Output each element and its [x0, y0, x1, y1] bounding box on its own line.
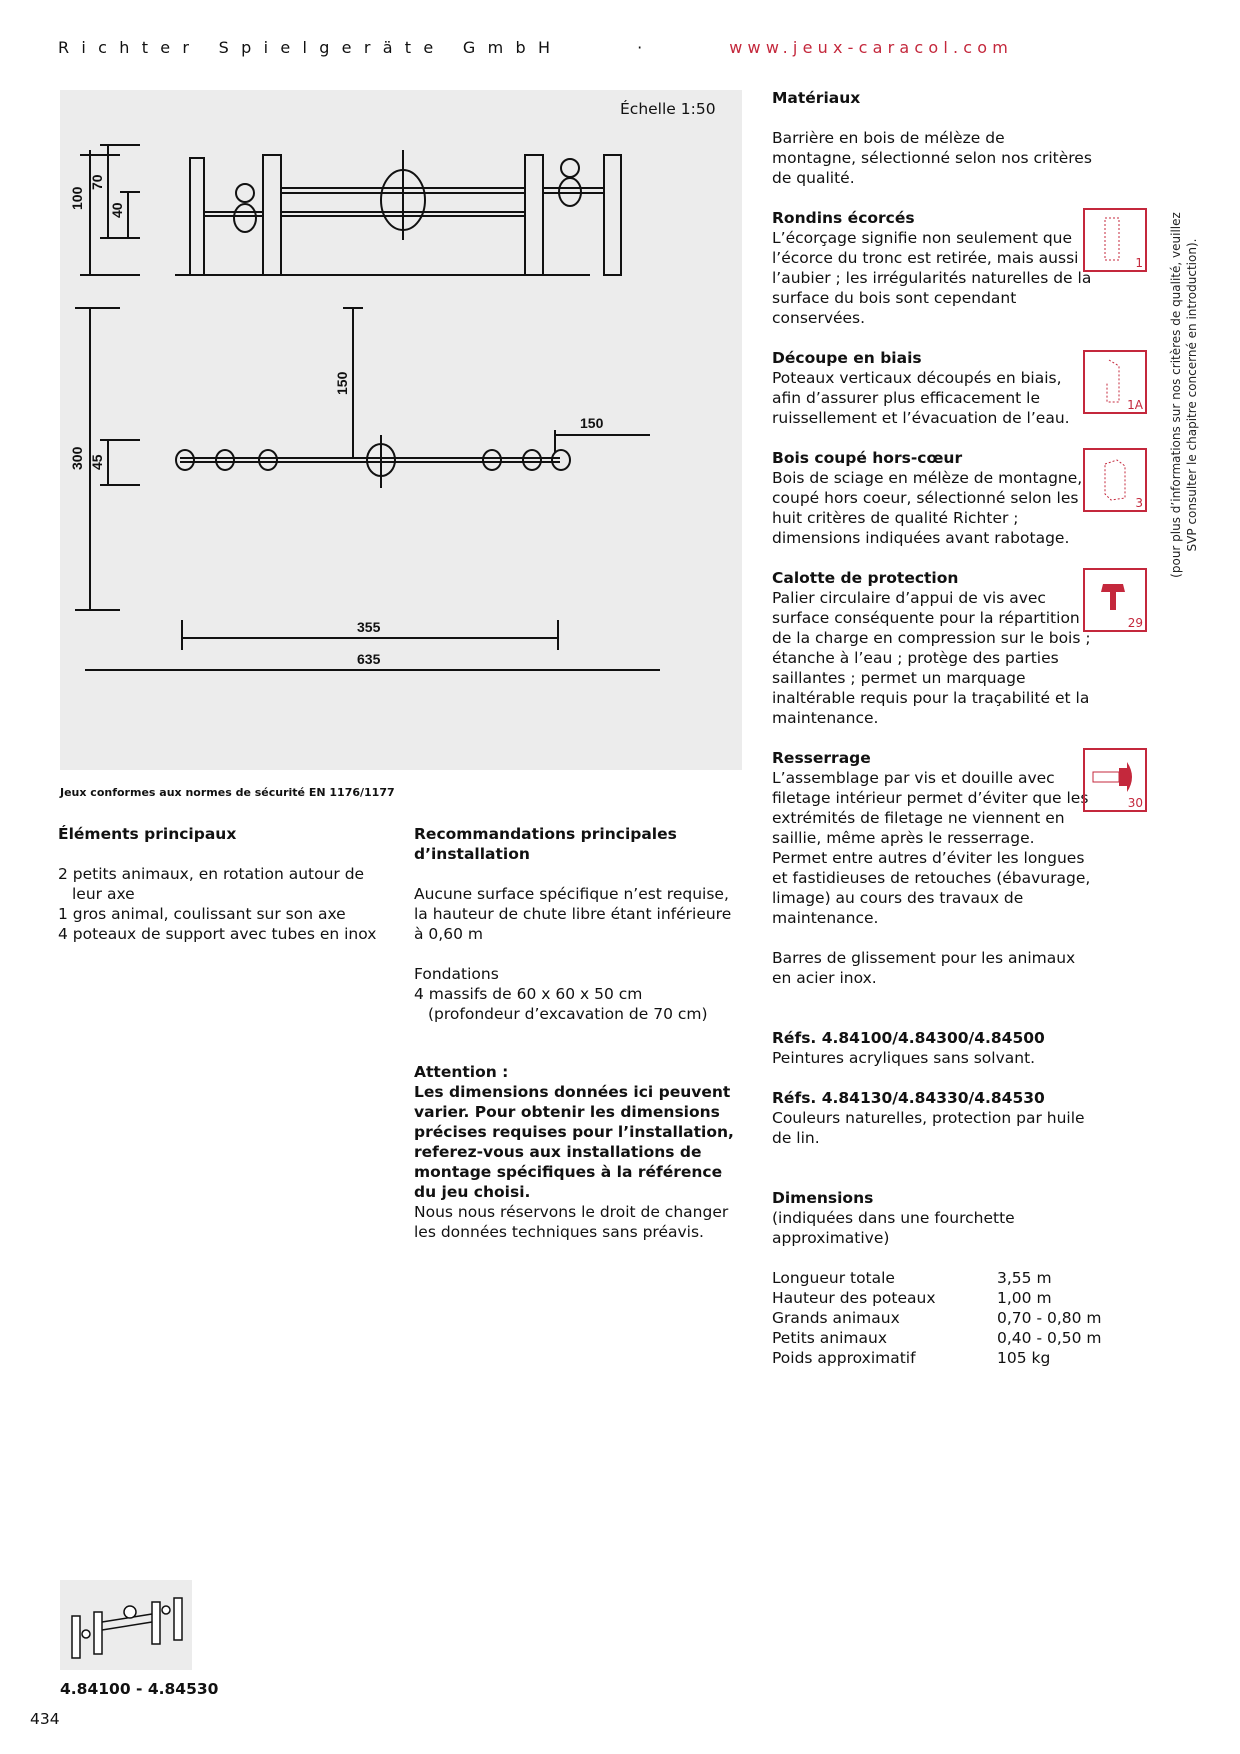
protection-cap-icon: 29 — [1083, 568, 1147, 632]
dim-label: Petits animaux — [772, 1329, 888, 1347]
dim-value: 3,55 m — [997, 1269, 1052, 1287]
page-number: 434 — [30, 1710, 60, 1728]
attention-title: Attention : — [414, 1063, 509, 1081]
feature-text: Bois de sciage en mélèze de montagne, coupé hors coeur, sélectionné selon les huit critères de qualité Richter ; dimensions indiquées avant rabotage. — [772, 469, 1083, 547]
element-item: 2 petits animaux, en rotation autour de leur axe — [58, 865, 365, 903]
dimensions-subtitle: (indiquées dans une fourchette approximative) — [772, 1209, 1015, 1247]
svg-text:40: 40 — [109, 202, 125, 218]
header-separator: · — [637, 38, 655, 57]
element-item: 1 gros animal, coulissant sur son axe — [58, 905, 346, 923]
dimensions-title: Dimensions — [772, 1189, 874, 1207]
feature-text: L’écorçage signifie non seulement que l’écorce du tronc est retirée, mais aussi l’aubier ; les irrégularités naturelles de la surface du bois sont cependant conservées. — [772, 229, 1092, 327]
dimensions-table — [772, 1268, 1102, 1368]
foundations-note: (profondeur d’excavation de 70 cm) — [428, 1005, 708, 1023]
svg-text:635: 635 — [357, 651, 381, 667]
refs2-title: Réfs. 4.84130/4.84330/4.84530 — [772, 1089, 1045, 1107]
dim-label: Grands animaux — [772, 1309, 900, 1327]
svg-text:150: 150 — [334, 371, 350, 395]
feature-title: Bois coupé hors-cœur — [772, 449, 963, 467]
thumbnail-drawing — [60, 1580, 192, 1670]
dim-value: 105 kg — [997, 1349, 1051, 1367]
attention-text: Les dimensions données ici peuvent varier. Pour obtenir les dimensions précises requises pour l’installation, referez-vous aux installations de montage spécifiques à la référence du jeu choisi. — [414, 1083, 734, 1201]
refs2-text: Couleurs naturelles, protection par huile de lin. — [772, 1109, 1085, 1147]
svg-text:100: 100 — [69, 186, 85, 210]
svg-text:300: 300 — [69, 446, 85, 470]
feature-title: Resserrage — [772, 749, 871, 767]
elements-list — [58, 864, 388, 944]
svg-text:150: 150 — [580, 415, 604, 431]
installation-surface: Aucune surface spécifique n’est requise, la hauteur de chute libre étant inférieure à 0,60 m — [414, 885, 732, 943]
side-note: (pour plus d’informations sur nos critères de qualité, veuillez SVP consulter le chapitre concerné en introduction). — [1169, 212, 1199, 578]
disclaimer: Nous nous réservons le droit de changer les données techniques sans préavis. — [414, 1203, 729, 1241]
product-thumbnail — [60, 1580, 192, 1670]
company-name: Richter Spielgeräte GmbH — [58, 38, 563, 57]
technical-drawing — [60, 90, 742, 770]
feature-title: Découpe en biais — [772, 349, 922, 367]
dim-label: Hauteur des poteaux — [772, 1289, 936, 1307]
drawing-svg — [60, 90, 742, 770]
page-header — [58, 38, 1013, 57]
sawn-timber-icon: 3 — [1083, 448, 1147, 512]
materials-title: Matériaux — [772, 89, 861, 107]
feature-title: Calotte de protection — [772, 569, 959, 587]
reference-range: 4.84100 - 4.84530 — [60, 1680, 219, 1698]
refs1-title: Réfs. 4.84100/4.84300/4.84500 — [772, 1029, 1045, 1047]
foundations-label: Fondations — [414, 965, 499, 983]
debarked-log-icon: 1 — [1083, 208, 1147, 272]
dim-label: Longueur totale — [772, 1269, 895, 1287]
element-item: 4 poteaux de support avec tubes en inox — [58, 925, 377, 943]
dim-value: 0,40 - 0,50 m — [997, 1329, 1102, 1347]
website-link[interactable]: www.jeux-caracol.com — [729, 38, 1014, 57]
materials-intro: Barrière en bois de mélèze de montagne, sélectionné selon nos critères de qualité. — [772, 129, 1092, 187]
feature-title: Rondins écorcés — [772, 209, 915, 227]
elements-title: Éléments principaux — [58, 825, 237, 843]
foundations-value: 4 massifs de 60 x 60 x 50 cm — [414, 985, 643, 1003]
slanted-cut-icon: 1A — [1083, 350, 1147, 414]
feature-text: Palier circulaire d’appui de vis avec surface conséquente pour la répartition de la charge en compression sur le bois ; étanche à l’eau ; protège des parties saillantes ; permet un marquage inaltérable requis pour la traçabilité et la maintenance. — [772, 589, 1091, 727]
svg-text:45: 45 — [89, 454, 105, 470]
installation-title: Recommandations principales d’installation — [414, 825, 677, 863]
slide-bars-note: Barres de glissement pour les animaux en acier inox. — [772, 949, 1076, 987]
refs1-text: Peintures acryliques sans solvant. — [772, 1049, 1036, 1067]
retightening-icon: 30 — [1083, 748, 1147, 812]
scale-label: Échelle 1:50 — [620, 100, 716, 118]
feature-text: Poteaux verticaux découpés en biais, afin d’assurer plus efficacement le ruissellement et l’évacuation de l’eau. — [772, 369, 1070, 427]
feature-text: L’assemblage par vis et douille avec filetage intérieur permet d’éviter que les extrémités de filetage ne viennent en saillie, même après le resserrage. Permet entre autres d’éviter les longues et fastidieuses de retouches (ébavurage, limage) au cours des travaux de maintenance. — [772, 769, 1091, 927]
dim-label: Poids approximatif — [772, 1349, 916, 1367]
norm-label: Jeux conformes aux normes de sécurité EN 1176/1177 — [60, 786, 395, 799]
dim-value: 0,70 - 0,80 m — [997, 1309, 1102, 1327]
svg-text:70: 70 — [89, 174, 105, 190]
dim-value: 1,00 m — [997, 1289, 1052, 1307]
svg-text:355: 355 — [357, 619, 381, 635]
